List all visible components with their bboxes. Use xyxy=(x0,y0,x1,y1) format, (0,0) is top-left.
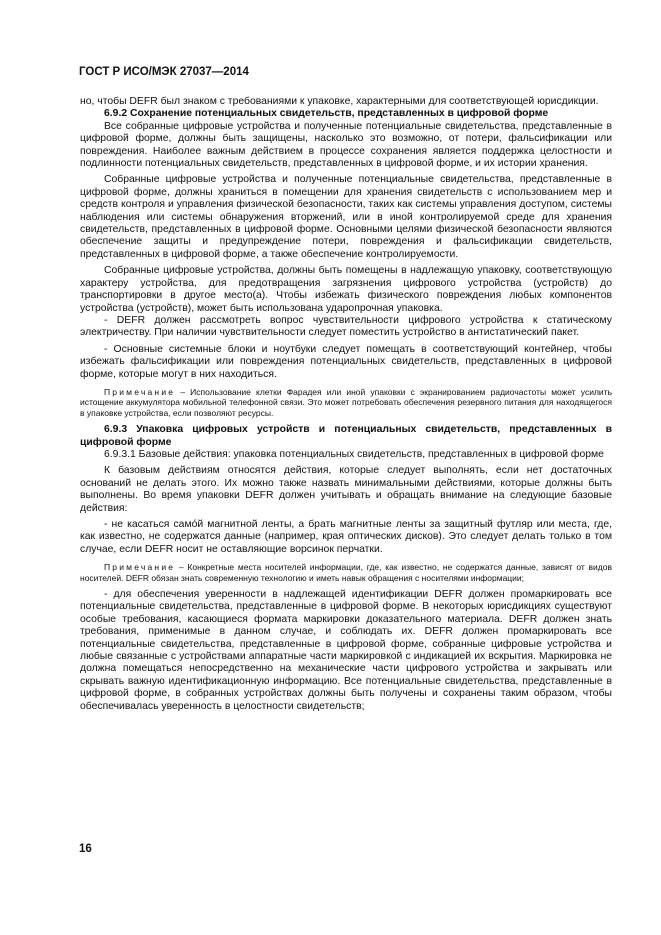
note-label: Примечание xyxy=(104,386,176,397)
note-faraday xyxy=(80,387,612,418)
document-body xyxy=(80,96,612,713)
paragraph-6-9-2-5: - Основные системные блоки и ноутбуки следует помещать в соответствующий контейнер, чтобы избежать фальсификации или повреждения потенциальных свидетельств, представленных в цифровой форме, которые могут в них находиться. xyxy=(80,343,612,380)
paragraph-6-9-3-1: К базовым действиям относятся действия, которые следует выполнять, если нет достаточных оснований не делать этого. Их можно также назвать минимальными действиями, которые должны быть выполнены. Во время упаковки DEFR должен учитывать и обращать внимание на следующие базовые действия: xyxy=(80,465,612,514)
section-heading-6-9-2: 6.9.2 Сохранение потенциальных свидетельств, представленных в цифровой форме xyxy=(104,108,549,120)
subsection-6-9-3-1: 6.9.3.1 Базовые действия: упаковка потенциальных свидетельств, представленных в цифровой форме xyxy=(104,448,604,460)
document-header: ГОСТ Р ИСО/МЭК 27037—2014 xyxy=(79,66,249,78)
paragraph-6-9-3-2: - не касаться самóй магнитной ленты, а брать магнитные ленты за защитный футляр или места, где, как известно, не содержатся данные (например, края оптических дисков). Это следует делать только в том случае, если DEFR носит не оставляющие ворсинок перчатки. xyxy=(80,519,612,555)
paragraph-6-9-3-3: - для обеспечения уверенности в надлежащей идентификации DEFR должен промаркировать все потенциальные свидетельства, представленные в цифровой форме. В некоторых юрисдикциях существуют особые требования, касающиеся формата маркировки доказательного материала. DEFR должен знать требования, применимые в данном случае, и соблюдать их. DEFR должен промаркировать все потенциальные свидетельства, представленные в цифровой форме, собранные цифровые устройства и любые связанные с устройствами аппаратные части маркировкой с индикацией их вскрытия. Маркировка не должна помещаться непосредственно на механические части цифрового устройства и закрывать или скрывать важную идентификационную информацию. Все потенциальные свидетельства, представленные в цифровой форме, в собранных устройствах должны быть получены и сохранены таким образом, чтобы обеспечивалась уверенность в целостности свидетельств; xyxy=(80,589,612,712)
paragraph-6-9-2-2: Собранные цифровые устройства и полученные потенциальные свидетельства, представленные в цифровой форме, должны храниться в помещении для хранения свидетельств с использованием мер и средств контроля и управления физической безопасности, таких как системы управления доступом, системы наблюдения или системы обнаружения вторжений, или в иной контролируемой среде для хранения свидетельств, представленных в цифровой форме. Основными целями физической безопасности являются обеспечение защиты и предупреждение потери, повреждения и фальсификации свидетельств, представленных в цифровой форме, а также обеспечение контролируемости. xyxy=(80,174,612,260)
paragraph-6-9-2-4: - DEFR должен рассмотреть вопрос чувствительности цифрового устройства к статическому электричеству. При наличии чувствительности следует поместить устройство в антистатический пакет. xyxy=(80,314,612,339)
intro-paragraph: но, чтобы DEFR был знаком с требованиями к упаковке, характерными для соответствующей юрисдикции. xyxy=(80,96,599,107)
section-heading-6-9-3: 6.9.3 Упаковка цифровых устройств и потенциальных свидетельств, представленных в цифровой форме xyxy=(80,424,612,448)
paragraph-6-9-2-3: Собранные цифровые устройства, должны быть помещены в надлежащую упаковку, соответствующую характеру устройства, для предотвращения загрязнения цифрового устройства (устройств) до транспортировки в другое место(а). Чтобы избежать физического повреждения любых компонентов устройства (устройств), может быть использована ударопрочная упаковка. xyxy=(80,265,612,314)
note-text: – Использование клетки Фарадея или иной упаковки с экранированием радиочастоты может усилить истощение аккумулятора мобильной телефонной связи. Это может потребовать обеспечения резервного питания для находящегося в упаковке устройства, если позволяют ресурсы. xyxy=(80,386,612,418)
page-number: 16 xyxy=(79,843,92,855)
paragraph-6-9-2-1: Все собранные цифровые устройства и полученные потенциальные свидетельства, представленные в цифровой форме, должны быть защищены, насколько это возможно, от потери, фальсификации или повреждения. Наиболее важным действием в процессе сохранения является поддержка целостности и подлинности потенциальных свидетельств, представленных в цифровой форме, и их истории хранения. xyxy=(80,120,612,170)
note-media xyxy=(80,562,612,583)
note-label: Примечание xyxy=(104,562,176,573)
note-text: – Конкретные места носителей информации, где, как известно, не содержатся данные, зависят от видов носителей. DEFR обязан знать современную технологию и иметь навык обращения с носителями информации; xyxy=(80,562,612,583)
